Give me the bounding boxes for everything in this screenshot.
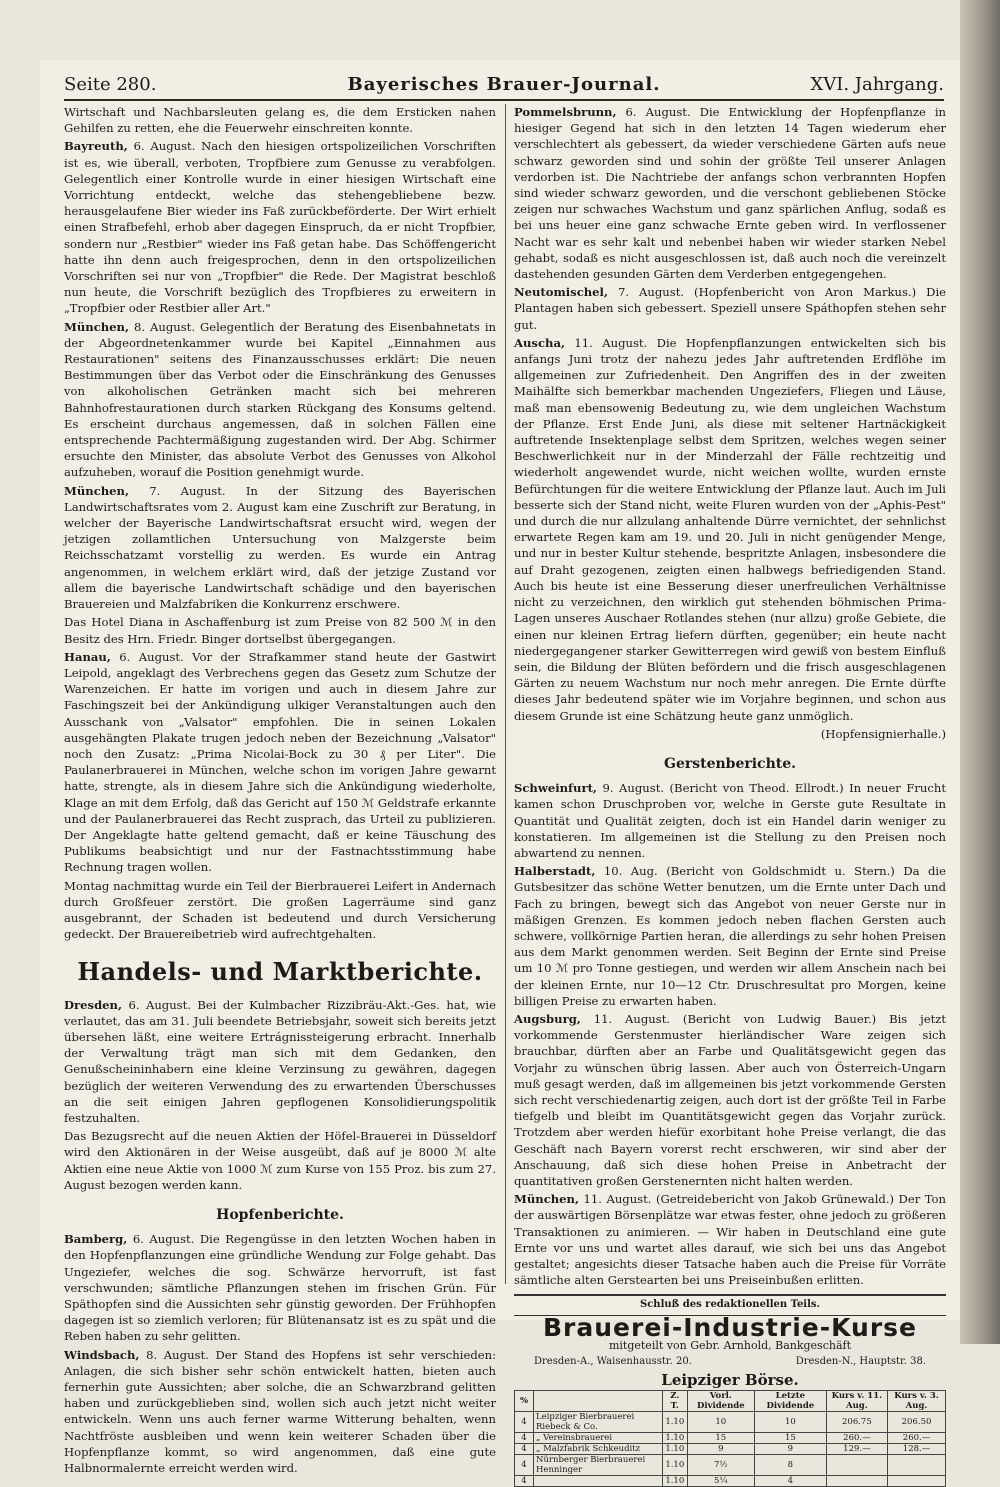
page-header — [64, 74, 944, 100]
heading-barley-reports: Gerstenberichte. — [663, 755, 796, 772]
source-auscha: (Hopfensignierhalle.) — [820, 726, 946, 741]
article-schweinfurt — [514, 780, 946, 861]
article-pommelsbrunn — [514, 104, 946, 282]
place-muenchen-3: München, — [514, 1192, 580, 1207]
article-augsburg — [514, 1011, 946, 1189]
cell-pct: 4 — [515, 1444, 534, 1455]
page-number: Seite 280. — [64, 74, 157, 95]
cell-last-div: 4 — [755, 1476, 827, 1487]
article-halberstadt — [514, 863, 946, 1009]
article-bayreuth — [64, 138, 496, 316]
table-row — [515, 1455, 946, 1476]
table-row — [515, 1476, 946, 1487]
journal-title: Bayerisches Brauer-Journal. — [347, 74, 661, 95]
ad-address-left: Dresden-A., Waisenhausstr. 20. — [534, 1356, 692, 1368]
place-bayreuth: Bayreuth, — [64, 139, 128, 154]
column-separator — [505, 104, 506, 1284]
cell-name: „ Malzfabrik Schkeuditz — [534, 1444, 663, 1455]
cell-kurs-11 — [826, 1455, 887, 1476]
place-muenchen-2: München, — [64, 483, 130, 498]
article-windsbach — [64, 1347, 496, 1477]
place-windsbach: Windsbach, — [64, 1347, 140, 1362]
cell-prev-div: 10 — [687, 1412, 754, 1433]
article-duesseldorf: Das Bezugsrecht auf die neuen Aktien der Höfel-Brauerei in Düsseldorf wird den Aktionären in der Weise ausgeübt, daß auf je 8000 ℳ alte Aktien eine neue Aktie von 1000 ℳ zum Kurse von 155 Proz. bis zum 27. August bezogen werden kann. — [64, 1129, 496, 1192]
cell-kurs-11: 206.75 — [826, 1412, 887, 1433]
table-row — [515, 1444, 946, 1455]
text-windsbach: 8. August. Der Stand des Hopfens ist sehr verschieden: Anlagen, die sich bisher sehr schön entwickelt hatten, bieten auch fernerhin gute Aussichten; aber solche, die an Schwarzbrand gelitten haben und zurückgeblieben sind, wollen sich auch jetzt nicht weiter entwickeln. Wenn uns auch ferner warme Witterung behalten, wenn Nachtfröste ausbleiben und wenn kein weiterer Schaden über die Hopfenpflanze kommt, so wird angenommen, daß eine gute Halbnormalernte erreicht werden wird. — [64, 1347, 496, 1476]
cell-kurs-11: 129.— — [826, 1444, 887, 1455]
table-row — [515, 1433, 946, 1444]
cell-prev-div: 9 — [687, 1444, 754, 1455]
binding-gutter — [960, 0, 1000, 1344]
text-augsburg: 11. August. (Bericht von Ludwig Bauer.) Bis jetzt vorkommende Gerstenmuster hierländischer Ware zeigen sich brauchbar, dürften aber an Farbe und Qualitätsgewicht gegen das Vorjahr zu wünschen übrig lassen. Aber auch von Österreich-Ungarn muß gesagt werden, daß im allgemeinen bis jetzt vorkommende Gersten sich recht verschiedenartig zeigen, auch dort ist der größte Teil in Farbe tiefgelb und bleibt im Quantitätsgewicht gegen das Vorjahr zurück. Trotzdem aber werden hiefür exorbitant hohe Preise verlangt, die das Geschäft nach Bayern vorerst recht erschweren, wir sind aber der Anschauung, daß sich diese hohen Preise in Anbetracht der quantitativen großen Gerstenernten nicht halten werden. — [514, 1011, 946, 1188]
col-prev-div: Vorl. Dividende — [687, 1391, 754, 1412]
volume-label: XVI. Jahrgang. — [810, 74, 944, 95]
col-kurs-11: Kurs v. 11. Aug. — [826, 1391, 887, 1412]
cell-last-div: 8 — [755, 1455, 827, 1476]
article-neutomischel — [514, 284, 946, 333]
heading-hop-reports: Hopfenberichte. — [216, 1207, 344, 1223]
cell-name: Nürnberger Bierbrauerei Henninger — [534, 1455, 663, 1476]
article-fire: Wirtschaft und Nachbarsleuten gelang es, die dem Ersticken nahen Gehilfen zu retten, ehe die Feuerwehr einschreiten konnte. — [64, 105, 496, 136]
cell-pct: 4 — [515, 1455, 534, 1476]
article-muenchen-3 — [514, 1191, 946, 1288]
ad-title: Brauerei-Industrie-Kurse — [543, 1312, 917, 1342]
cell-kurs-3: 128.— — [888, 1444, 946, 1455]
text-dresden: 6. August. Bei der Kulmbacher Rizzibräu-Akt.-Ges. hat, wie verlautet, das am 31. Juli beendete Betriebsjahr, soweit sich bereits jetzt übersehen läßt, eine weitere Ertrágnissteigerung erbracht. Innerhalb der Verwaltung trägt man sich mit dem Gedanken, den Genußscheininhabern eine kleine Verzinsung zu gewähren, dagegen bezüglich der weiteren Verwendung des zu erwartenden Überschusses an die seit einigen Jahren gepflogenen Konsolidierungspolitik festzuhalten. — [64, 997, 496, 1125]
cell-kurs-3 — [888, 1455, 946, 1476]
place-hanau: Hanau, — [64, 649, 111, 664]
cell-pct: 4 — [515, 1476, 534, 1487]
cell-name — [534, 1476, 663, 1487]
col-last-div: Letzte Dividende — [755, 1391, 827, 1412]
left-column — [64, 104, 496, 1478]
text-schweinfurt: 9. August. (Bericht von Theod. Ellrodt.) In neuer Frucht kamen schon Druschproben vor, welche in Gerste gute Resultate in Quantität und Qualität zeigten, doch ist ein Handel darin weniger zu konstatieren. Im allgemeinen ist die Stellung zu den Preisen noch abwartend zu nennen. — [514, 781, 947, 860]
cell-zt: 1.10 — [662, 1433, 687, 1444]
col-pct: % — [515, 1391, 534, 1412]
cell-zt: 1.10 — [662, 1476, 687, 1487]
place-pommelsbrunn: Pommelsbrunn, — [514, 105, 617, 119]
cell-prev-div: 5¼ — [687, 1476, 754, 1487]
table-row — [515, 1412, 946, 1433]
cell-prev-div: 7½ — [687, 1455, 754, 1476]
cell-kurs-3: 260.— — [888, 1433, 946, 1444]
cell-kurs-3: 206.50 — [888, 1412, 946, 1433]
cell-pct: 4 — [515, 1433, 534, 1444]
article-muenchen-1 — [64, 319, 496, 481]
cell-zt: 1.10 — [662, 1455, 687, 1476]
place-neutomischel: Neutomischel, — [514, 285, 608, 300]
heading-market-reports: Handels- und Marktberichte. — [77, 957, 483, 987]
text-muenchen-1: 8. August. Gelegentlich der Beratung des Eisenbahnetats in der Abgeordnetenkammer wurde bei Kapitel „Einnahmen aus Restaurationen" seitens des Finanzausschusses erklärt: Die neuen Bestimmungen über das Verbot oder die Einschränkung des Genusses von alkoholischen Getränken macht sich bei mehreren Bahnhofrestaurationen durch starken Rückgang des Konsums geltend. Es erscheint durchaus angemessen, daß in solchen Fällen eine entsprechende Pachtermäßigung zugestanden wird. Der Abg. Schirmer ersuchte den Minister, das absolute Verbot des Genusses von Alkohol aufzuheben, worauf die Position genehmigt wurde. — [64, 319, 496, 480]
article-auscha — [514, 335, 946, 724]
ad-address-right: Dresden-N., Hauptstr. 38. — [795, 1356, 926, 1368]
text-muenchen-3: 11. August. (Getreidebericht von Jakob Grünewald.) Der Ton der auswärtigen Börsenplätze war etwas fester, ohne jedoch zu größeren Transaktionen zu animieren. — Wir haben in Deutschland eine gute Ernte vor uns und wartet alles darauf, wie sich bei uns das Angebot gestaltet; angesichts dieser Tatsache haben auch die Preise für Vorräte sämtliche alten Gerstearten bei uns Preiseinbußen erlitten. — [514, 1192, 947, 1288]
cell-last-div: 9 — [755, 1444, 827, 1455]
ad-addresses — [514, 1354, 946, 1370]
article-hanau — [64, 649, 496, 876]
col-zt: Z. T. — [662, 1391, 687, 1412]
article-aschaffenburg: Das Hotel Diana in Aschaffenburg ist zum Preise von 82 500 ℳ in den Besitz des Hrn. Friedr. Binger dortselbst übergegangen. — [64, 615, 496, 646]
cell-kurs-11: 260.— — [826, 1433, 887, 1444]
place-augsburg: Augsburg, — [514, 1011, 581, 1026]
text-auscha: 11. August. Die Hopfenpflanzungen entwickelten sich bis anfangs Juni trotz der nahezu jedes Jahr auftretenden Erdflöhe im allgemeinen zur Zufriedenheit. Den Angriffen des in der zweiten Maihälfte sich bemerkbar machenden Ungeziefers, Fliegen und Läuse, maß man ebensowenig Bedeutung zu, wie dem ungleichen Wachstum der Pflanze. Erst Ende Juni, als diese mit seltener Hartnäckigkeit auftretende Insektenplage selbst dem Spritzen, welches wegen seiner Beschwerlichkeit nur in der Minderzahl der Fälle rechtzeitig und wiederholt angewendet wurde, nicht weichen wollte, wurden ernste Befürchtungen für die weitere Entwicklung der Pflanze laut. Auch im Juli besserte sich der Stand nicht, weite Fluren wurden von der „Aphis-Pest" und durch die nur allzulang anhaltende Dürre vernichtet, der sehnlichst erwartete Regen kam am 19. und 20. Juli in nicht genügender Menge, und nur in bester Kultur stehende, bespritzte Anlagen, insbesondere die auf Draht gezogenen, zeigten einen halbwegs befriedigenden Stand. Auch bis heute ist eine Besserung dieser unerfreulichen Verhältnisse nicht zu verzeichnen, den wirklich gut stehenden böhmischen Prima-Lagen unseres Auschaer Rotlandes stehen (nur allzu) große Gebiete, die einen nur kleinen Ertrag liefern dürften, gegenüber; ein heute nacht niedergegangener starker Gewitterregen wird gewiß von bestem Einfluß sein, die Bildung der Blüten befördern und die frisch ausgeschlagenen Gärten zu neuem Wachstum nur noch mehr anregen. Die Ernte dürfte dieses Jahr bedeutend später wie im Vorjahre beginnen, und schon aus diesem Grunde ist eine Schätzung heute ganz unmöglich. — [514, 335, 946, 723]
ad-bank-line: mitgeteilt von Gebr. Arnhold, Bankgeschäft — [608, 1338, 852, 1352]
cell-prev-div: 15 — [687, 1433, 754, 1444]
place-auscha: Auscha, — [514, 335, 565, 350]
cell-kurs-11 — [826, 1476, 887, 1487]
text-hanau: 6. August. Vor der Strafkammer stand heute der Gastwirt Leipold, angeklagt des Verbrechens gegen das Gesetz zum Schutze der Warenzeichen. Er hatte im vorigen und auch in diesem Jahre zur Faschingszeit bei der Ankündigung ulkiger Veranstaltungen auch den Ausschank von „Valsator" empfohlen. Die in seinen Lokalen ausgehängten Plakate trugen jedoch neben der Bezeichnung „Valsator" noch den Zusatz: „Prima Nicolai-Bock zu 30 ₰ per Liter". Die Paulanerbrauerei in München, welche schon im vorigen Jahre gewarnt hatte, strengte, als in diesem Jahre sich die Ankündigung wiederholte, Klage an mit dem Erfolg, daß das Gericht auf 150 ℳ Geldstrafe erkannte und der Paulanerbrauerei das Recht zusprach, das Urteil zu publizieren. Der Angeklagte hatte geltend gemacht, daß er keine Täuschung des Publikums beabsichtigt und nur der Fastnachtsstimmung habe Rechnung tragen wollen. — [64, 649, 497, 875]
cell-pct: 4 — [515, 1412, 534, 1433]
text-pommelsbrunn: 6. August. Die Entwicklung der Hopfenpflanze in hiesiger Gegend hat sich in den letzten 14 Tagen wiederum eher verschlechtert als gebessert, da wieder verschiedene Gärten aufs neue schwarz geworden sind und sohin der größte Teil unserer Anlagen verdorben ist. Die Nachtriebe der anfangs schon verbrannten Hopfen sind wieder schwarz geworden, und die verschont gebliebenen Stöcke zeigen nur schwaches Wachstum und ganz spärlichen Anflug, sodaß es bei uns heuer eine ganz schwache Ernte geben wird. In verflossener Nacht war es sehr kalt und nebenbei haben wir wieder starken Nebel gehabt, sodaß es nicht ausgeschlossen ist, daß auch noch die vereinzelt dastehenden gesunden Gärten dem Verderben entgegengehen. — [514, 105, 946, 282]
article-dresden — [64, 997, 496, 1127]
place-schweinfurt: Schweinfurt, — [514, 781, 597, 796]
place-halberstadt: Halberstadt, — [514, 864, 596, 879]
cell-zt: 1.10 — [662, 1444, 687, 1455]
stock-table-header — [515, 1391, 946, 1412]
article-muenchen-2 — [64, 483, 496, 613]
col-name — [534, 1391, 663, 1412]
cell-zt: 1.10 — [662, 1412, 687, 1433]
cell-name: Leipziger Bierbrauerei Riebeck & Co. — [534, 1412, 663, 1433]
ad-exchange-title: Leipziger Börse. — [661, 1371, 799, 1390]
cell-last-div: 10 — [755, 1412, 827, 1433]
article-andernach: Montag nachmittag wurde ein Teil der Bierbrauerei Leifert in Andernach durch Großfeuer zerstört. Die großen Lagerräume sind ganz ausgebrannt, der Schaden ist bedeutend und durch Versicherung gedeckt. Der Brauereibetrieb wird aufrechtgehalten. — [64, 878, 496, 942]
editorial-end-notice: Schluß des redaktionellen Teils. — [514, 1294, 946, 1315]
header-rule — [64, 99, 944, 101]
cell-name: „ Vereinsbrauerei — [534, 1433, 663, 1444]
place-bamberg: Bamberg, — [64, 1232, 128, 1247]
cell-kurs-3 — [888, 1476, 946, 1487]
text-halberstadt: 10. Aug. (Bericht von Goldschmidt u. Stern.) Da die Gutsbesitzer das schöne Wetter benutzen, um die Ernte unter Dach und Fach zu bringen, bewegt sich das Angebot von neuer Gerste nur in mäßigen Grenzen. Es kommen jedoch neben flachen Gersten auch schwere, vollkörnige Partien heran, die allerdings zu sehr hohen Preisen aus dem Markt genommen werden. Seit Beginn der Ernte sind Preise um 10 ℳ pro Tonne gestiegen, und werden wir allem Anschein nach bei der kleinen Ernte, nur 10—12 Ctr. Druschresultat pro Morgen, keine billigen Preise zu erwarten haben. — [514, 864, 947, 1008]
cell-last-div: 15 — [755, 1433, 827, 1444]
text-bamberg: 6. August. Die Regengüsse in den letzten Wochen haben in den Hopfenpflanzungen eine gründliche Wendung zur Folge gehabt. Das Ungeziefer, welches die sog. Schwärze hervorruft, ist fast verschwunden; sämtliche Pflanzungen stehen im frischen Grün. Für Späthopfen sind die Aussichten sehr günstig geworden. Der Frühhopfen dagegen ist so ziemlich verloren; für Blütenansatz ist es zu spät und die Reben haben zu sehr gelitten. — [64, 1232, 496, 1344]
article-bamberg — [64, 1231, 496, 1344]
text-muenchen-2: 7. August. In der Sitzung des Bayerischen Landwirtschaftsrates vom 2. August kam eine Zuschrift zur Beratung, in welcher der Bayerische Landwirtschaftsrat ersucht wird, wegen der jetzigen zollamtlichen Untersuchung von Malzgerste beim Reichsschatzamt vorstellig zu werden. Es wurde ein Antrag angenommen, in welchem erklärt wird, daß der jetzige Zustand vor allem die bayerische Landwirtschaft schädige und den bayerischen Brauereien und Malzfabriken die Konkurrenz erschwere. — [64, 483, 497, 612]
place-dresden: Dresden, — [64, 997, 123, 1012]
stock-table — [514, 1390, 946, 1487]
place-muenchen-1: München, — [64, 319, 130, 334]
right-column — [514, 104, 946, 1487]
text-bayreuth: 6. August. Nach den hiesigen ortspolizeilichen Vorschriften ist es, wie überall, verboten, Tropfbiere zum Genusse zu verabfolgen. Gelegentlich einer Kontrolle wurde in einer hiesigen Wirtschaft eine Vorrichtung entdeckt, welche das stehengebliebene bezw. herausgelaufene Bier wieder ins Faß zurückbeförderte. Der Wirt erhielt einen Strafbefehl, erhob aber dagegen Einspruch, da er nicht Tropfbier, sondern nur „Restbier" wieder ins Faß getan habe. Das Schöffengericht hatte ihn denn auch freigesprochen, denn in den ortspolizeilichen Vorschriften sei nur von „Tropfbier" die Rede. Der Magistrat beschloß nun heute, die Vorschrift bezüglich des Tropfbieres zu erweitern in „Tropfbier oder Restbier aller Art." — [64, 139, 496, 316]
col-kurs-3: Kurs v. 3. Aug. — [888, 1391, 946, 1412]
text-neutomischel: 7. August. (Hopfenbericht von Aron Markus.) Die Plantagen haben sich gebessert. Speziell unsere Spáthopfen stehen sehr gut. — [514, 285, 947, 332]
